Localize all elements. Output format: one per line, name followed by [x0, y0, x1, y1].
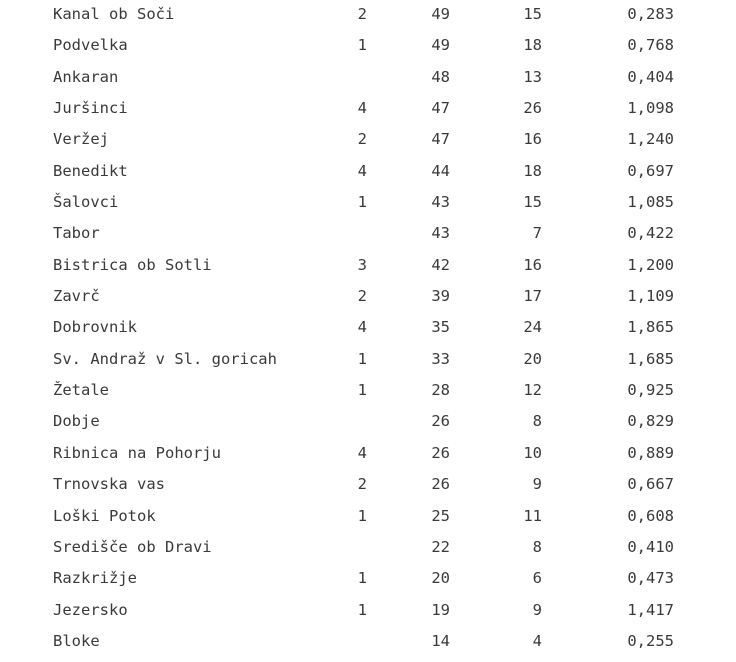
table-row	[0, 0, 736, 31]
table-row	[0, 63, 736, 94]
municipality-name: Sv. Andraž v Sl. goricah	[53, 349, 277, 368]
value-col-1: 4	[357, 99, 367, 118]
value-col-4: 0,473	[627, 569, 674, 588]
value-col-2: 20	[431, 569, 450, 588]
value-col-3: 8	[532, 412, 542, 431]
value-col-3: 16	[523, 130, 542, 149]
value-col-1: 1	[357, 569, 367, 588]
value-col-2: 48	[431, 67, 450, 86]
value-col-4: 1,085	[627, 193, 674, 212]
table-row	[0, 251, 736, 282]
value-col-3: 9	[532, 475, 542, 494]
table-row	[0, 282, 736, 313]
value-col-3: 15	[523, 5, 542, 23]
value-col-2: 47	[431, 130, 450, 149]
value-col-4: 0,667	[627, 475, 674, 494]
value-col-3: 6	[532, 569, 542, 588]
table-row	[0, 376, 736, 407]
value-col-1: 1	[357, 36, 367, 55]
municipality-name: Kanal ob Soči	[53, 5, 175, 23]
value-col-4: 0,283	[627, 5, 674, 23]
value-col-1: 4	[357, 161, 367, 180]
value-col-1: 1	[357, 381, 367, 400]
value-col-3: 12	[523, 381, 542, 400]
value-col-4: 1,200	[627, 255, 674, 274]
value-col-1: 2	[357, 5, 367, 23]
value-col-3: 17	[523, 287, 542, 306]
value-col-3: 16	[523, 255, 542, 274]
value-col-4: 1,240	[627, 130, 674, 149]
value-col-3: 11	[523, 506, 542, 525]
value-col-4: 0,697	[627, 161, 674, 180]
value-col-4: 1,098	[627, 99, 674, 118]
value-col-3: 24	[523, 318, 542, 337]
municipality-name: Šalovci	[53, 193, 119, 212]
value-col-3: 10	[523, 443, 542, 462]
value-col-3: 26	[523, 99, 542, 118]
table-row	[0, 345, 736, 376]
value-col-4: 1,685	[627, 349, 674, 368]
value-col-3: 8	[532, 537, 542, 556]
municipality-name: Trnovska vas	[53, 475, 165, 494]
value-col-3: 9	[532, 600, 542, 619]
value-col-4: 0,608	[627, 506, 674, 525]
municipality-name: Veržej	[53, 130, 109, 149]
value-col-2: 19	[431, 600, 450, 619]
value-col-1: 4	[357, 443, 367, 462]
value-col-2: 28	[431, 381, 450, 400]
value-col-4: 1,417	[627, 600, 674, 619]
table-row	[0, 627, 736, 658]
municipality-name: Dobje	[53, 412, 100, 431]
table-row	[0, 533, 736, 564]
municipality-name: Ankaran	[53, 67, 119, 86]
municipality-name: Jezersko	[53, 600, 128, 619]
value-col-2: 43	[431, 224, 450, 243]
table-row	[0, 470, 736, 501]
value-col-2: 39	[431, 287, 450, 306]
value-col-4: 0,404	[627, 67, 674, 86]
value-col-4: 1,109	[627, 287, 674, 306]
value-col-3: 13	[523, 67, 542, 86]
table-row	[0, 94, 736, 125]
value-col-2: 25	[431, 506, 450, 525]
value-col-1: 4	[357, 318, 367, 337]
value-col-1: 2	[357, 475, 367, 494]
value-col-4: 0,255	[627, 631, 674, 650]
municipality-name: Zavrč	[53, 287, 100, 306]
value-col-1: 2	[357, 287, 367, 306]
value-col-3: 7	[532, 224, 542, 243]
value-col-3: 15	[523, 193, 542, 212]
value-col-2: 47	[431, 99, 450, 118]
value-col-1: 1	[357, 600, 367, 619]
table-row	[0, 157, 736, 188]
municipality-name: Juršinci	[53, 99, 128, 118]
value-col-3: 20	[523, 349, 542, 368]
value-col-4: 0,422	[627, 224, 674, 243]
table-row	[0, 596, 736, 627]
value-col-4: 0,889	[627, 443, 674, 462]
municipality-name: Središče ob Dravi	[53, 537, 212, 556]
municipality-name: Dobrovnik	[53, 318, 137, 337]
table-row	[0, 188, 736, 219]
value-col-4: 1,865	[627, 318, 674, 337]
value-col-1: 1	[357, 349, 367, 368]
value-col-2: 22	[431, 537, 450, 556]
municipality-name: Podvelka	[53, 36, 128, 55]
table-row	[0, 31, 736, 62]
municipality-name: Tabor	[53, 224, 100, 243]
table-row	[0, 502, 736, 533]
value-col-2: 26	[431, 443, 450, 462]
municipality-name: Bistrica ob Sotli	[53, 255, 212, 274]
value-col-1: 1	[357, 506, 367, 525]
value-col-2: 26	[431, 412, 450, 431]
value-col-2: 35	[431, 318, 450, 337]
value-col-4: 0,768	[627, 36, 674, 55]
municipality-name: Benedikt	[53, 161, 128, 180]
value-col-1: 3	[357, 255, 367, 274]
municipality-name: Žetale	[53, 381, 109, 400]
municipality-name: Loški Potok	[53, 506, 156, 525]
value-col-4: 0,925	[627, 381, 674, 400]
table-row	[0, 407, 736, 438]
table-row	[0, 219, 736, 250]
value-col-2: 42	[431, 255, 450, 274]
value-col-3: 18	[523, 161, 542, 180]
value-col-3: 4	[532, 631, 542, 650]
value-col-2: 26	[431, 475, 450, 494]
value-col-2: 44	[431, 161, 450, 180]
value-col-4: 0,410	[627, 537, 674, 556]
municipality-name: Razkrižje	[53, 569, 137, 588]
table-row	[0, 125, 736, 156]
municipality-name: Bloke	[53, 631, 100, 650]
table-row	[0, 313, 736, 344]
value-col-3: 18	[523, 36, 542, 55]
value-col-1: 2	[357, 130, 367, 149]
value-col-2: 43	[431, 193, 450, 212]
table-row	[0, 564, 736, 595]
value-col-1: 1	[357, 193, 367, 212]
value-col-4: 0,829	[627, 412, 674, 431]
value-col-2: 49	[431, 5, 450, 23]
municipality-name: Ribnica na Pohorju	[53, 443, 221, 462]
value-col-2: 33	[431, 349, 450, 368]
value-col-2: 14	[431, 631, 450, 650]
value-col-2: 49	[431, 36, 450, 55]
table-row	[0, 439, 736, 470]
